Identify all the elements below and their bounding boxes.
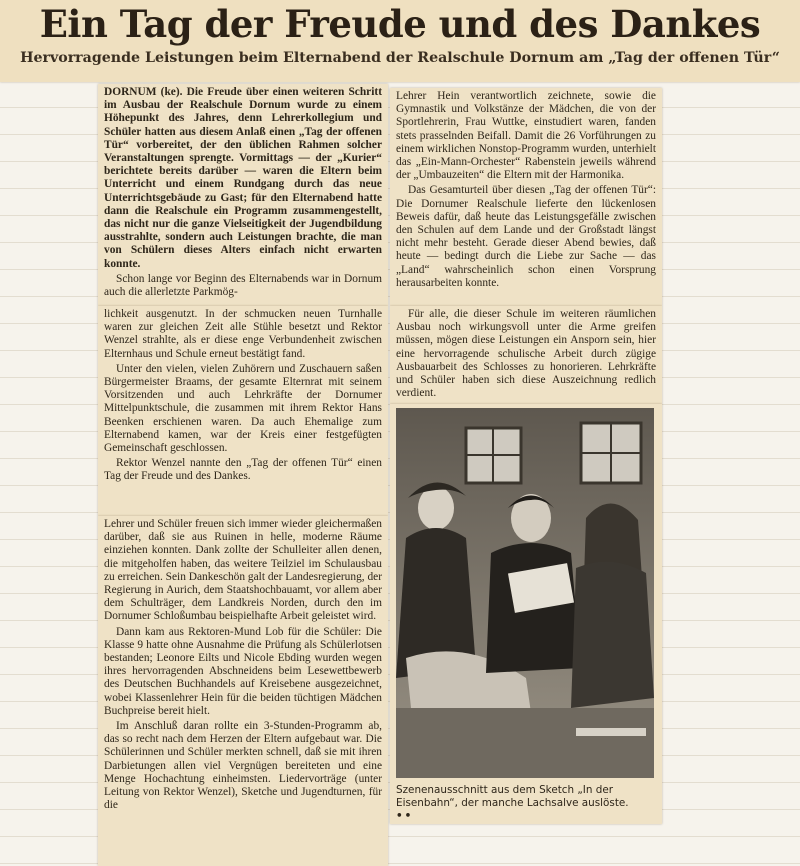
article-column-1-top	[98, 84, 388, 306]
article-column-2-middle	[390, 306, 662, 404]
paragraph-8: Für alle, die dieser Schule im weiteren räumlichen Ausbau noch wirkungsvoll unter die Arme greifen müssen, mögen diese Leistungen ein Ansporn sein, hier eine hervorragende schulische Arbeit durch zügige Ausbauarbeit des Schlosses zu honorieren. Lehrkräfte und Schüler haben sich diese Auszeichnung redlich verdient.	[396, 308, 656, 400]
paragraph-6: Lehrer Hein verantwortlich zeichnete, sowie die Gymnastik und Volkstänze der Mädchen, die von der Sportlehrerin, Frau Wuttke, einstudiert waren, fanden stets prasselnden Beifall. Damit die 26 Vorführungen zu einem wirklichen Nonstop-Programm wurden, unterhielt das „Ein-Mann-Orchester“ Rabenstein jeweils während der „Umbauzeiten“ die Eltern mit der Harmonika.	[396, 90, 656, 182]
photo-caption	[396, 784, 658, 823]
photo-caption-text: Szenenausschnitt aus dem Sketch „In der Eisenbahn“, der manche Lachsalve auslöste.	[396, 784, 629, 809]
headline-title: Ein Tag der Freude und des Dankes	[39, 2, 761, 46]
paragraph-1a: Schon lange vor Beginn des Elternabends war in Dornum auch die allerletzte Parkmög-	[104, 272, 382, 299]
headline-clipping	[0, 0, 800, 82]
article-column-2-top	[390, 88, 662, 306]
scene-photo	[396, 408, 654, 778]
scene-photo-image	[396, 408, 654, 778]
lead-text: Die Freude über einen weiteren Schritt im Ausbau der Realschule Dornum wurde zu einem Höhepunkt des Jahres, denn Lehrerkollegium und Schüler hatten aus diesem Anlaß einen „Tag der offenen Tür“ vorbereitet, der den üblichen Rahmen solcher Veranstaltungen sprengte. Vormittags — der „Kurier“ berichtete bereits darüber — waren die Eltern beim Unterricht und einem Rundgang durch das neue Unterrichtsgebäude zu Gast; für den Elternabend hatte dann die Realschule ein Programm zusammengestellt, das nicht nur die ganze Vielseitigkeit der Jugendbildung ausstrahlte, sondern auch Leistungen brachte, die man von Schülern dieses Alters einfach nicht erwarten konnte.	[104, 86, 382, 270]
paragraph-4: Dann kam aus Rektoren-Mund Lob für die Schüler: Die Klasse 9 hatte ohne Ausnahme die Prüfung als Schülerlotsen bestanden; Leonore Eilts und Nicole Ebding wurden wegen ihres hervorragenden Abschneidens beim Lesewettbewerb des Deutschen Buchhandels auf Kreisebene ausgezeichnet, wobei Klassenlehrer Hein für die beiden tüchtigen Mädchen Buchpreise bereit hielt.	[104, 625, 382, 717]
article-column-1-middle	[98, 306, 388, 516]
headline-subtitle: Hervorragende Leistungen beim Elternabend der Realschule Dornum am „Tag der offenen Tür“	[20, 50, 780, 66]
paragraph-7: Das Gesamturteil über diesen „Tag der offenen Tür“: Die Dornumer Realschule lieferte den lückenlosen Beweis dafür, daß heute das Leistungsgefälle zwischen den Schulen auf dem Lande und der Großstadt längst nicht mehr besteht. Gerade dieser Abend bewies, daß heute — bedingt durch die Liebe zur Sache — das „Land“ wahrscheinlich schon einen Vorsprung herausarbeiten konnte.	[396, 184, 656, 289]
lead-paragraph	[104, 86, 382, 271]
photo-clipping	[390, 404, 662, 824]
paragraph-2: Unter den vielen, vielen Zuhörern und Zuschauern saßen Bürgermeister Braams, der gesamte Elternrat mit seinem Vorsitzenden und auch Lehrkräfte der Dornumer Mittelpunktschule, die zusammen mit ihrem Rektor Hans Beenken erschienen waren. Da auch Ehemalige zum Elternabend kamen, war der Kreis einer festgefügten Gemeinschaft geschlossen.	[104, 362, 382, 455]
paragraph-5: Im Anschluß daran rollte ein 3-Stunden-Programm ab, das so recht nach dem Herzen der Eltern aufgebaut war. Die Schülerinnen und Schüler merkten schnell, daß sie mit ihren Darbietungen allen viel Vergnügen bereiteten und eine Menge Hochachtung einheimsten. Liedervorträge (unter Leitung von Rektor Wenzel), Sketche und Jugendturnen, für die	[104, 720, 382, 812]
paragraph-1b: lichkeit ausgenutzt. In der schmucken neuen Turnhalle waren zur gleichen Zeit alle Stühle besetzt und Rektor Wenzel strahlte, als er diese enge Verbundenheit zwischen Elternhaus und Schule erneut bestätigt fand.	[104, 308, 382, 360]
paragraph-3b: Lehrer und Schüler freuen sich immer wieder gleichermaßen darüber, daß sie aus Ruinen in helle, moderne Räume einziehen konnten. Dank zollte der Schulleiter allen denen, die mitgeholfen haben, das weitere Teilziel im Schulausbau zu erreichen. Sein Dankeschön galt der Landesregierung, der Regierung in Aurich, dem Staatshochbauamt, vor allem aber dem Schulträger, dem Landkreis Norden, durch den im Dornumer Schloßumbau beispielhafte Arbeit geleistet wird.	[104, 518, 383, 623]
paragraph-3a: Rektor Wenzel nannte den „Tag der offenen Tür“ einen Tag der Freude und des Dankes.	[104, 457, 382, 483]
caption-mark: ••	[396, 810, 414, 822]
dateline: DORNUM (ke).	[104, 86, 183, 98]
article-column-1-bottom	[98, 516, 388, 866]
